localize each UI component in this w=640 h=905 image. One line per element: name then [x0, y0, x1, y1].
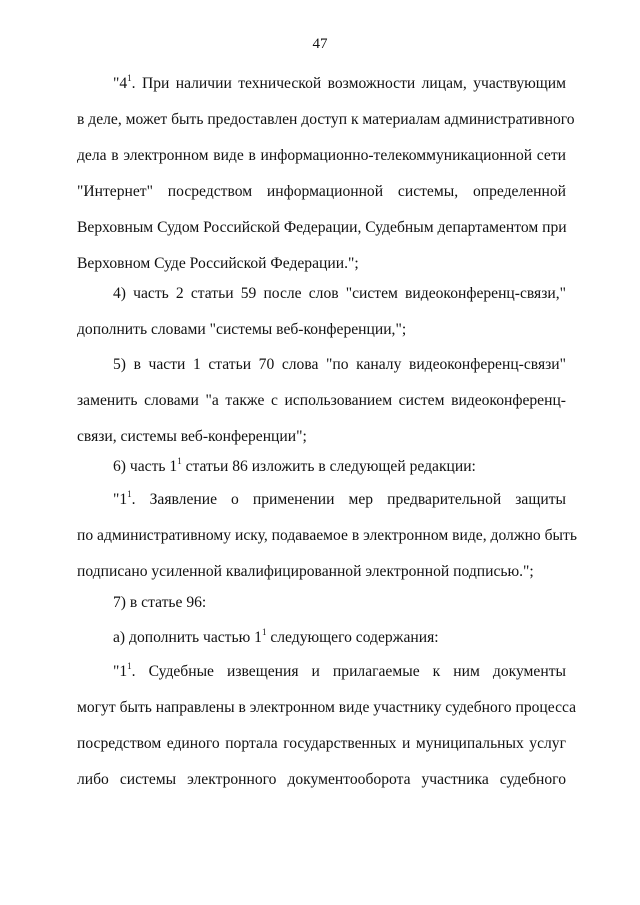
text-line: заменить словами "а также с использованием систем видеоконференц- [77, 392, 566, 409]
paragraph-4-1-access [77, 66, 575, 282]
text-line: Верховном Суде Российской Федерации."; [77, 255, 359, 272]
text-line: 4) часть 2 статьи 59 после слов "систем видеоконференц-связи," [113, 285, 566, 302]
text-line: подписано усиленной квалифицированной электронной подписью."; [77, 563, 534, 580]
text-line: "$1^1$. Заявление о применении мер предварительной защиты [113, 488, 566, 508]
paragraph-1-1-statement [77, 482, 577, 590]
paragraph-item-7 [77, 585, 566, 621]
text-line: Верховным Судом Российской Федерации, Судебным департаментом при [77, 219, 567, 236]
text-line: в деле, может быть предоставлен доступ к материалам административного [77, 111, 575, 128]
text-line: "$4^1$. При наличии технической возможности лицам, участвующим [113, 72, 566, 92]
text-line: 6) часть $1^1$ статьи 86 изложить в следующей редакции: [113, 455, 476, 475]
text-line: "Интернет" посредством информационной системы, определенной [77, 183, 566, 200]
paragraph-1-1-notices [77, 654, 577, 798]
paragraph-item-7-a [77, 620, 566, 656]
text-line: могут быть направлены в электронном виде участнику судебного процесса [77, 699, 577, 716]
text-line: дополнить словами "системы веб-конференции,"; [77, 321, 407, 338]
page-number: 47 [312, 36, 328, 52]
text-line: 7) в статье 96: [113, 594, 207, 611]
text-line: либо системы электронного документооборота участника судебного [77, 771, 566, 788]
text-line: связи, системы веб-конференции"; [77, 428, 307, 445]
paragraph-item-6 [77, 449, 566, 485]
text-line: 5) в части 1 статьи 70 слова "по каналу видеоконференц-связи" [113, 356, 566, 373]
text-line: а) дополнить частью $1^1$ следующего содержания: [113, 626, 439, 646]
text-line: дела в электронном виде в информационно-телекоммуникационной сети [77, 147, 566, 164]
text-line: по административному иску, подаваемое в электронном виде, должно быть [77, 527, 577, 544]
text-line: посредством единого портала государственных и муниципальных услуг [77, 735, 566, 752]
paragraph-item-5 [77, 347, 566, 455]
text-line: "$1^1$. Судебные извещения и прилагаемые к ним документы [113, 660, 566, 680]
paragraph-item-4 [77, 276, 566, 348]
